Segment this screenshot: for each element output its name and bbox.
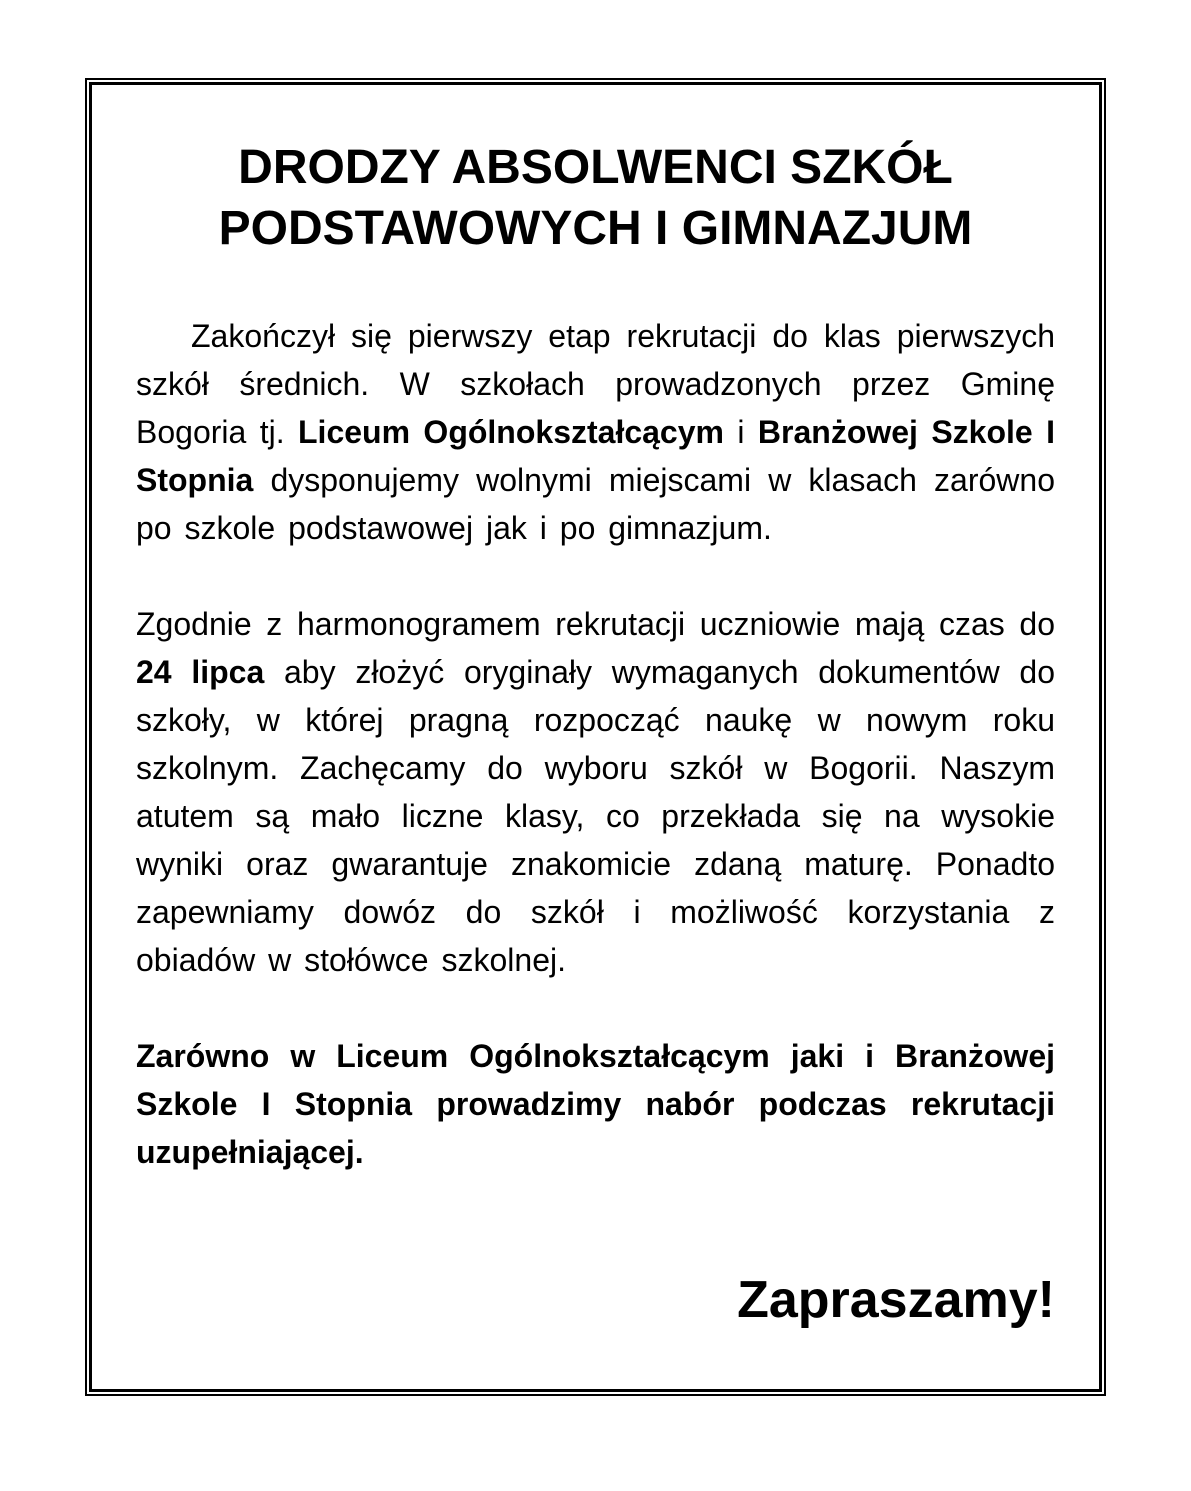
paragraph-intro-conjunction: i [723, 413, 758, 450]
school-name-liceum: Liceum Ogólnokształcącym [298, 413, 724, 450]
document-content-area [89, 82, 1102, 1392]
paragraph-supplementary-text: Zarówno w Liceum Ogólnokształcącym jaki i Branżowej Szkole I Stopnia prowadzimy nabór podczas rekrutacji uzupełniającej. [136, 1037, 1055, 1170]
paragraph-supplementary-recruitment [136, 1032, 1055, 1176]
paragraph-deadline-text: Zgodnie z harmonogramem rekrutacji uczniowie mają czas do [136, 605, 1055, 642]
paragraph-deadline-continuation: aby złożyć oryginały wymaganych dokumentów do szkoły, w której pragną rozpocząć naukę w nowym roku szkolnym. Zachęcamy do wyboru szkół w Bogorii. Naszym atutem są mało liczne klasy, co przekłada się na wysokie wyniki oraz gwarantuje znakomicie zdaną maturę. Ponadto zapewniamy dowóz do szkół i możliwość korzystania z obiadów w stołówce szkolnej. [136, 653, 1055, 978]
paragraph-intro-text: Zakończył się pierwszy etap rekrutacji do klas pierwszych szkół średnich. W szkołach prowadzonych przez Gminę Bogoria tj. [136, 317, 1055, 450]
page-title [136, 137, 1055, 260]
paragraph-deadline-info [136, 600, 1055, 984]
page-title-line-2: PODSTAWOWYCH I GIMNAZJUM [218, 202, 973, 256]
paragraph-intro-continuation: dysponujemy wolnymi miejscami w klasach zarówno po szkole podstawowej jak i po gimnazjum. [136, 461, 1055, 546]
page-title-line-1: DRODZY ABSOLWENCI SZKÓŁ [238, 141, 953, 194]
closing-invitation-text: Zapraszamy! [737, 1270, 1055, 1329]
document-border-frame [85, 78, 1106, 1396]
deadline-date: 24 lipca [136, 653, 265, 690]
school-name-branzowa: Branżowej Szkole I Stopnia [136, 413, 1056, 498]
paragraph-recruitment-intro [136, 312, 1055, 552]
